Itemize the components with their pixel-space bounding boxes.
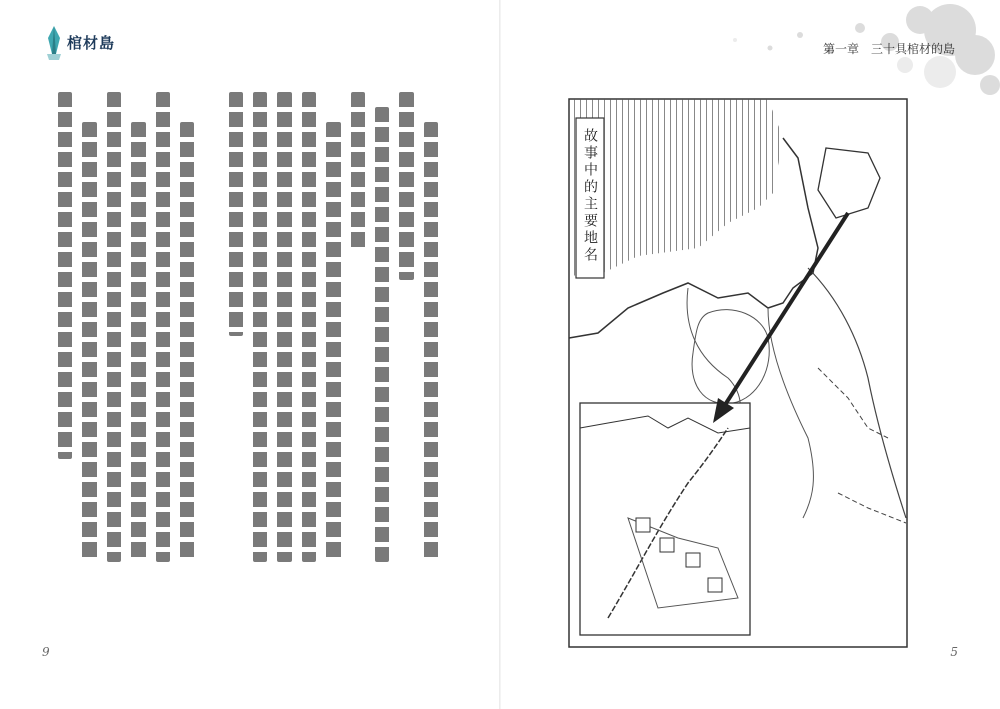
chapter-title: 三十具棺材的島 [870,42,955,56]
crystal-logo-icon [43,24,65,64]
text-column [253,92,267,562]
text-column [156,92,170,562]
text-column [302,92,316,562]
right-page [500,0,1000,709]
text-column [131,122,145,562]
text-column [424,122,438,562]
story-map [568,98,908,648]
text-column [82,122,96,562]
text-column [229,92,243,336]
chapter-number: 第一章 [822,42,859,56]
inset-marker [636,518,650,532]
page-number: 5 [950,645,958,659]
body-text [58,92,438,562]
text-column [375,107,389,562]
text-column [399,92,413,280]
text-column [277,92,291,562]
inset-marker [708,578,722,592]
text-column [58,92,72,459]
book-title: 棺材島 [67,34,116,52]
text-column [351,92,365,252]
inset-marker [660,538,674,552]
page-number: 9 [42,645,50,659]
text-column [107,92,121,562]
chapter-heading [823,40,955,57]
text-column [326,122,340,562]
text-column [180,122,194,562]
column-gap [204,92,218,562]
inset-marker [686,553,700,567]
map-title: 故事中的主要地名 [582,128,598,264]
